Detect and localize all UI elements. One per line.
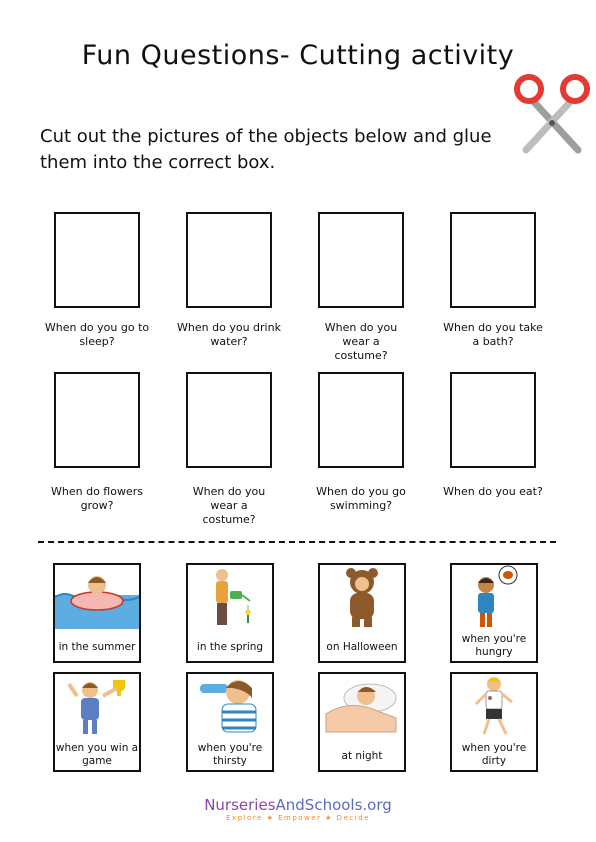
glue-box[interactable] <box>318 372 404 468</box>
question-label: When do you go swimming? <box>316 485 406 512</box>
question-label: When do you wear a costume? <box>324 321 398 362</box>
picture-card[interactable] <box>318 672 406 772</box>
picture-card[interactable] <box>53 672 141 772</box>
glue-box[interactable] <box>450 212 536 308</box>
instructions: Cut out the pictures of the objects below and glue them into the correct box. <box>40 126 492 173</box>
hungry-boy-icon <box>452 565 536 629</box>
card-label: when you're thirsty <box>197 742 263 767</box>
question-label: When do you go to sleep? <box>44 321 150 348</box>
question-label: When do you wear a costume? <box>192 485 266 526</box>
card-label: when you win a game <box>55 742 139 767</box>
site-logo <box>0 796 596 814</box>
question-label: When do you take a bath? <box>443 321 543 348</box>
card-label: on Halloween <box>326 641 398 653</box>
picture-card[interactable] <box>318 563 406 663</box>
glue-box[interactable] <box>186 212 272 308</box>
logo-text-part2: AndSchools.org <box>275 796 392 814</box>
bear-costume-icon <box>320 565 404 629</box>
drinking-bottle-icon <box>188 674 272 738</box>
muddy-boy-icon <box>452 674 536 738</box>
glue-box[interactable] <box>54 212 140 308</box>
card-label: when you're hungry <box>461 633 527 658</box>
picture-card[interactable] <box>450 672 538 772</box>
glue-box[interactable] <box>450 372 536 468</box>
cut-line <box>38 541 556 543</box>
glue-box[interactable] <box>54 372 140 468</box>
glue-box[interactable] <box>318 212 404 308</box>
picture-card[interactable] <box>186 563 274 663</box>
card-label: in the summer <box>58 641 136 653</box>
page-title: Fun Questions- Cutting activity <box>81 40 515 71</box>
trophy-girl-icon <box>55 674 139 738</box>
glue-box[interactable] <box>186 372 272 468</box>
swimming-ring-icon <box>55 565 139 629</box>
logo-tagline: Explore ★ Empower ★ Decide <box>226 814 370 822</box>
picture-card[interactable] <box>186 672 274 772</box>
scissors-icon <box>512 72 592 154</box>
watering-flowers-icon <box>188 565 272 629</box>
card-label: in the spring <box>196 641 264 653</box>
card-label: when you're dirty <box>461 742 527 767</box>
picture-card[interactable] <box>450 563 538 663</box>
sleeping-child-icon <box>320 674 404 738</box>
question-label: When do you drink water? <box>177 321 281 348</box>
question-label: When do you eat? <box>443 485 543 498</box>
question-label: When do flowers grow? <box>51 485 143 512</box>
picture-card[interactable] <box>53 563 141 663</box>
logo-text-part1: Nurseries <box>204 796 276 814</box>
card-label: at night <box>341 750 383 762</box>
